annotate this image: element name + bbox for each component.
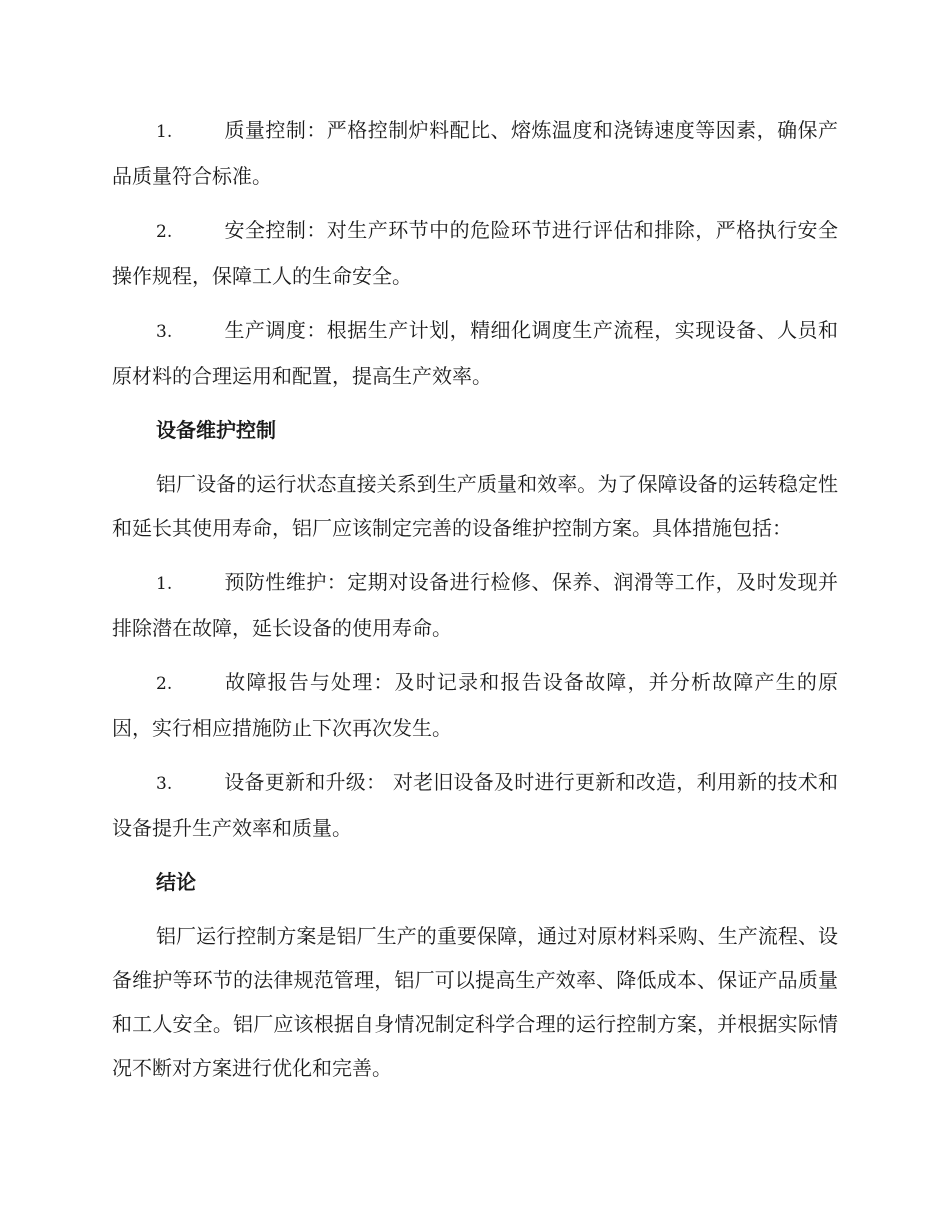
list-item bbox=[112, 760, 838, 850]
equipment-heading: 设备维护控制 bbox=[156, 418, 276, 442]
list-number: 2. bbox=[156, 674, 173, 694]
equipment-intro: 铝厂设备的运行状态直接关系到生产质量和效率。为了保障设备的运转稳定性和延长其使用寿命，铝厂应该制定完善的设备维护控制方案。具体措施包括： bbox=[112, 472, 838, 540]
conclusion-paragraph: 铝厂运行控制方案是铝厂生产的重要保障，通过对原材料采购、生产流程、设备维护等环节的法律规范管理，铝厂可以提高生产效率、降低成本、保证产品质量和工人安全。铝厂应该根据自身情况制定科学合理的运行控制方案，并根据实际情况不断对方案进行优化和完善。 bbox=[112, 924, 838, 1080]
list-text: 故障报告与处理：及时记录和报告设备故障，并分析故障产生的原因，实行相应措施防止下次再次发生。 bbox=[112, 670, 838, 740]
list-number: 1. bbox=[156, 574, 173, 594]
list-text: 生产调度：根据生产计划，精细化调度生产流程，实现设备、人员和原材料的合理运用和配置，提高生产效率。 bbox=[112, 318, 838, 388]
list-text: 预防性维护：定期对设备进行检修、保养、润滑等工作，及时发现并排除潜在故障，延长设备的使用寿命。 bbox=[112, 570, 838, 640]
list-item bbox=[112, 308, 838, 398]
list-item bbox=[112, 108, 838, 198]
list-text: 安全控制：对生产环节中的危险环节进行评估和排除，严格执行安全操作规程，保障工人的生命安全。 bbox=[112, 218, 838, 288]
list-number: 3. bbox=[156, 774, 173, 794]
list-number: 2. bbox=[156, 222, 173, 242]
list-number: 3. bbox=[156, 322, 173, 342]
list-item bbox=[112, 660, 838, 750]
conclusion-heading: 结论 bbox=[156, 870, 196, 894]
production-control-list bbox=[112, 108, 838, 398]
list-item bbox=[112, 560, 838, 650]
list-item bbox=[112, 208, 838, 298]
equipment-list bbox=[112, 560, 838, 850]
list-number: 1. bbox=[156, 122, 173, 142]
list-text: 质量控制：严格控制炉料配比、熔炼温度和浇铸速度等因素，确保产品质量符合标准。 bbox=[112, 118, 838, 188]
list-text: 设备更新和升级： 对老旧设备及时进行更新和改造，利用新的技术和设备提升生产效率和质量。 bbox=[112, 770, 838, 840]
